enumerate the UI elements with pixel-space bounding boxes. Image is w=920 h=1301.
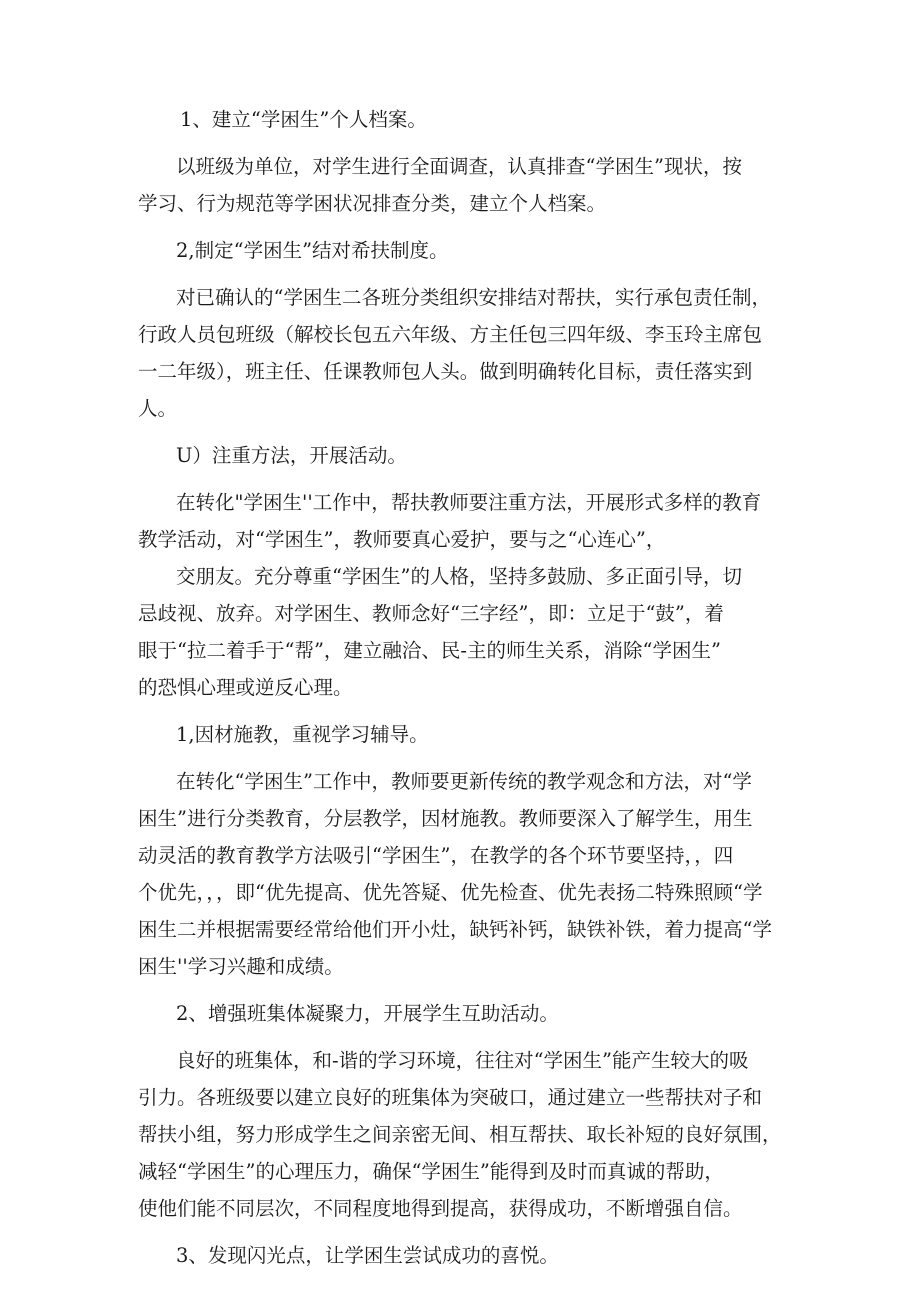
text-line: 在转化“学困生”工作中，教师要更新传统的教学观念和方法，对“学 [176,770,752,793]
text-line: 使他们能不同层次，不同程度地得到提高，获得成功，不断增强自信。 [138,1197,743,1220]
text-line: 忌歧视、放弃。对学困生、教师念好“三字经”，即：立足于“鼓”，着 [138,602,724,625]
text-line: 人。 [138,397,178,420]
paragraph-5 [138,763,788,985]
heading-6: 3、发现闪光点，让学困生尝试成功的喜悦。 [176,1244,559,1267]
text-line: 交朋友。充分尊重“学困生”的人格，坚持多鼓励、多正面引导，切 [176,565,742,588]
heading-3: U）注重方法，开展活动。 [176,444,407,467]
text-line: 眼于“拉二着手于“帮”，建立融洽、民-主的师生关系，消除“学困生” [138,639,721,662]
text-line: 以班级为单位，对学生进行全面调查，认真排查“学困生”现状，按 [176,155,742,178]
heading-4: 1,因材施教，重视学习辅导。 [176,723,429,746]
text-line: 学习、行为规范等学困状况排查分类，建立个人档案。 [138,192,607,215]
text-line: 帮扶小组，努力形成学生之间亲密无间、相互帮扶、取长补短的良好氛围， [138,1123,782,1146]
paragraph-1 [138,148,788,222]
paragraph-6 [138,1042,788,1227]
text-line: 困生二并根据需要经常给他们开小灶，缺钙补钙，缺铁补铁，着力提高“学 [138,918,772,941]
text-line: 个优先，，，即“优先提高、优先答疑、优先检查、优先表扬二特殊照顾“学 [138,881,763,904]
heading-5: 2、增强班集体凝聚力，开展学生互助活动。 [176,1002,559,1025]
heading-1: 1、建立“学困生”个人档案。 [180,108,427,131]
text-line: 行政人员包班级（解校长包五六年级、方主任包三四年级、李玉玲主席包 [138,323,763,346]
paragraph-2 [138,279,788,427]
text-line: 困生''学习兴趣和成绩。 [138,955,344,978]
heading-2: 2,制定“学困生”结对希扶制度。 [176,239,449,262]
text-line: 教学活动，对“学困生”，教师要真心爱护，要与之“心连心”， [138,528,666,551]
text-line: 的恐惧心理或逆反心理。 [138,676,353,699]
text-line: 减轻“学困生”的心理压力，确保“学困生”能得到及时而真诚的帮助， [138,1160,724,1183]
paragraph-3 [138,484,788,558]
text-line: 良好的班集体，和-谐的学习环境，往往对“学困生”能产生较大的吸 [176,1049,749,1072]
text-line: 引力。各班级要以建立良好的班集体为突破口，通过建立一些帮扶对子和 [138,1086,763,1109]
text-line: 在转化"学困生''工作中，帮扶教师要注重方法，开展形式多样的教育 [176,491,762,514]
document-page [138,101,788,1274]
text-line: 困生”进行分类教育，分层教学，因材施教。教师要深入了解学生，用生 [138,807,753,830]
paragraph-4 [138,558,788,706]
text-line: 对已确认的“学困生二各班分类组织安排结对帮扶，实行承包责任制， [176,286,771,309]
text-line: 一二年级），班主任、任课教师包人头。做到明确转化目标，责任落实到 [138,360,753,383]
text-line: 动灵活的教育教学方法吸引“学困生”，在教学的各个环节要坚持，，四 [138,844,734,867]
